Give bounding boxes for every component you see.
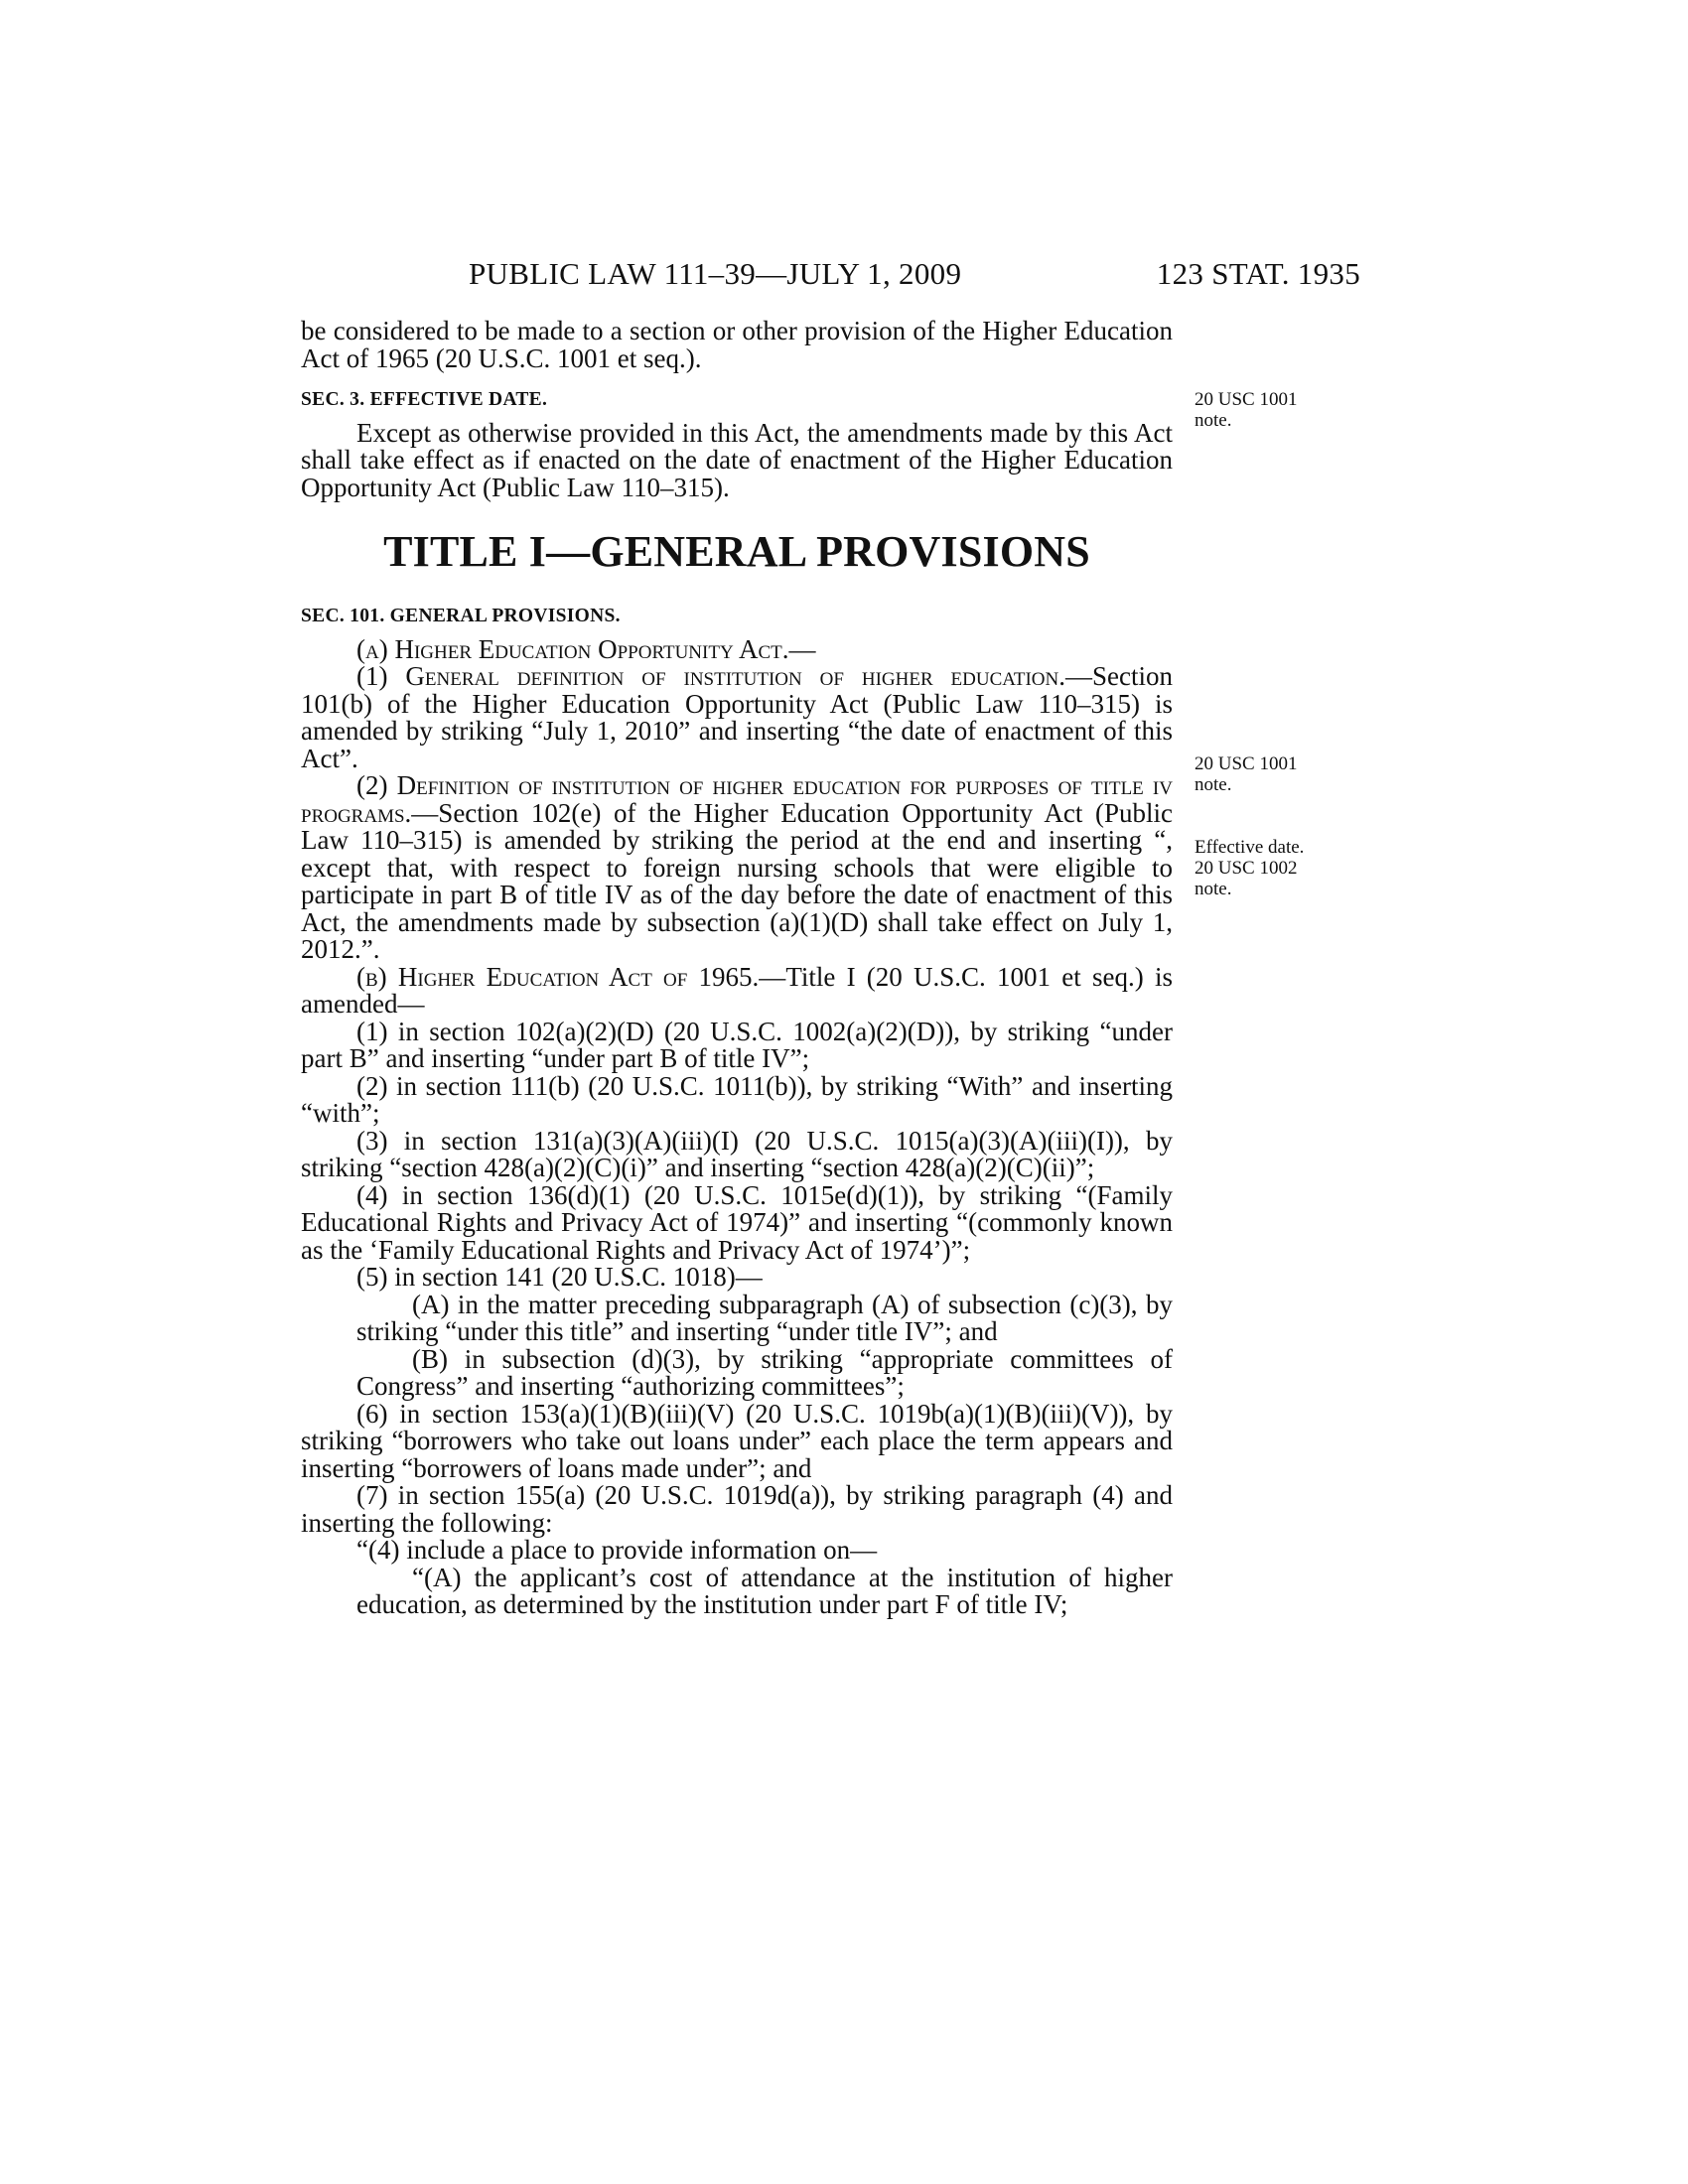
margin-note-line: note. (1195, 879, 1232, 899)
margin-note-line: note. (1195, 774, 1232, 795)
paragraph-a1-text: Section 101(b) of the Higher Education Opportunity Act (Public Law 110–315) is amended by striking “July 1, 2010” and inserting “the date of enactment of this Act”. (301, 661, 1173, 773)
paragraph-b1: (1) in section 102(a)(2)(D) (20 U.S.C. 1002(a)(2)(D)), by striking “under part B” and inserting “under part B of title IV”; (301, 1016, 1173, 1073)
section-3-heading: SEC. 3. EFFECTIVE DATE. (301, 389, 548, 410)
paragraph-a1 (301, 663, 1173, 772)
section-101-heading: SEC. 101. GENERAL PROVISIONS. (301, 606, 621, 626)
continued-paragraph: be considered to be made to a section or other provision of the Higher Education Act of 1965 (20 U.S.C. 1001 et seq.). (301, 316, 1173, 373)
subparagraph-b5b: (B) in subsection (d)(3), by striking “appropriate committees of Congress” and inserting “authorizing committees”; (356, 1343, 1173, 1401)
margin-note-paragraph-a2 (1195, 837, 1334, 899)
margin-note-line: Effective date. (1195, 837, 1305, 858)
paragraph-b5: (5) in section 141 (20 U.S.C. 1018)— (356, 1262, 763, 1292)
paragraph-a2-text: Section 102(e) of the Higher Education Opportunity Act (Public Law 110–315) is amended by striking the period at the end and inserting “, except that, with respect to foreign nursing schools that were eligible to participate in part B of title IV as of the day before the date of enactment of this Act, the amendments made by subsection (a)(1)(D) shall take effect on July 1, 2012.”. (301, 797, 1173, 964)
quoted-paragraph-4: “(4) include a place to provide information on— (356, 1535, 878, 1565)
public-law-citation: PUBLIC LAW 111–39—JULY 1, 2009 (469, 256, 962, 291)
section-3-text: Except as otherwise provided in this Act, the amendments made by this Act shall take effect as if enacted on the date of enactment of the Higher Education Opportunity Act (Public Law 110–315). (301, 417, 1173, 502)
margin-note-line: 20 USC 1001 (1195, 389, 1298, 410)
margin-note-line: 20 USC 1001 (1195, 753, 1298, 774)
margin-note-line: note. (1195, 410, 1232, 431)
subsection-a-heading: (a) Higher Education Opportunity Act.— (356, 633, 816, 664)
subsection-b-text: Title I (20 U.S.C. 1001 et seq.) is amended— (301, 961, 1173, 1019)
paragraph-b7: (7) in section 155(a) (20 U.S.C. 1019d(a)), by striking paragraph (4) and inserting the following: (301, 1480, 1173, 1538)
paragraph-a2-heading: (2) Definition of institution of higher education for purposes of title iv programs.— (301, 770, 1173, 828)
paragraph-a1-heading: (1) General definition of institution of higher education.— (356, 661, 1092, 691)
margin-note-section-3 (1195, 389, 1334, 431)
statute-page-number: 123 STAT. 1935 (1156, 256, 1360, 291)
paragraph-b3: (3) in section 131(a)(3)(A)(iii)(I) (20 U.S.C. 1015(a)(3)(A)(iii)(I)), by striking “section 428(a)(2)(C)(i)” and inserting “section 428(a)(2)(C)(ii)”; (301, 1125, 1173, 1182)
title-heading: TITLE I—GENERAL PROVISIONS (383, 527, 1090, 576)
paragraph-b6: (6) in section 153(a)(1)(B)(iii)(V) (20 U.S.C. 1019b(a)(1)(B)(iii)(V)), by striking “borrowers who take out loans under” each place the term appears and inserting “borrowers of loans made under”; and (301, 1398, 1173, 1483)
margin-note-line: 20 USC 1002 (1195, 858, 1298, 879)
subparagraph-b5a: (A) in the matter preceding subparagraph (A) of subsection (c)(3), by striking “under this title” and inserting “under title IV”; and (356, 1289, 1173, 1346)
margin-note-paragraph-a1 (1195, 753, 1334, 795)
subsection-b-heading: (b) Higher Education Act of 1965.— (356, 961, 786, 992)
subsection-b (301, 961, 1173, 1019)
paragraph-b2: (2) in section 111(b) (20 U.S.C. 1011(b)), by striking “With” and inserting “with”; (301, 1070, 1173, 1128)
paragraph-a2 (301, 772, 1173, 964)
statute-body (301, 318, 1173, 1619)
quoted-subparagraph-a: “(A) the applicant’s cost of attendance at the institution of higher education, as determined by the institution under part F of title IV; (356, 1562, 1173, 1619)
paragraph-b4: (4) in section 136(d)(1) (20 U.S.C. 1015e(d)(1)), by striking “(Family Educational Rights and Privacy Act of 1974)” and inserting “(commonly known as the ‘Family Educational Rights and Privacy Act of 1974’)”; (301, 1179, 1173, 1265)
running-header (298, 256, 1360, 296)
